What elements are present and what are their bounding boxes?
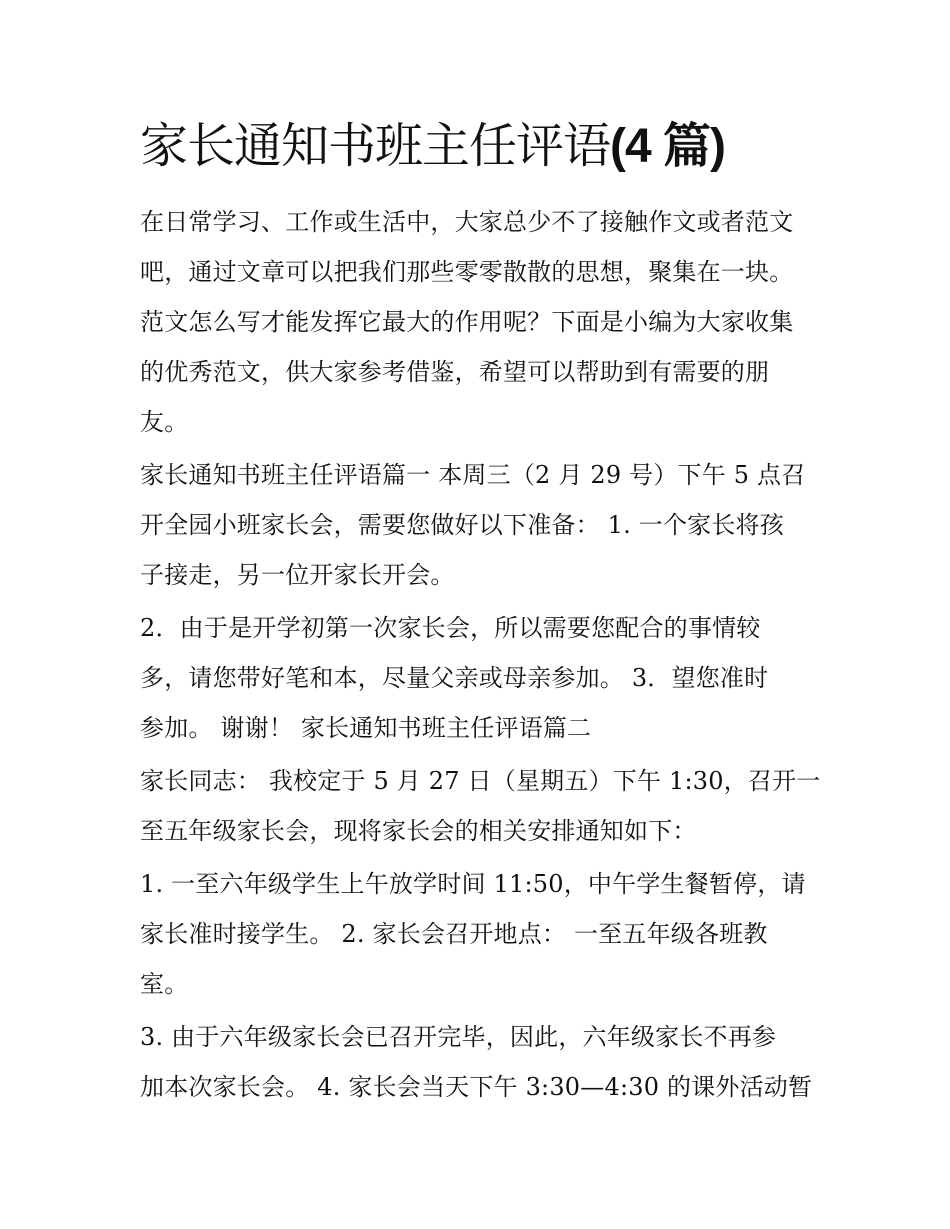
- intro-line-1: 在日常学习、工作或生活中，大家总少不了接触作文或者范文: [140, 208, 794, 236]
- section-1-item-2-line-2: 多，请您带好笔和本，尽量父亲或母亲参加。 3．望您准时: [140, 664, 769, 692]
- section-1-item-2-line-3: 参加。 谢谢！ 家长通知书班主任评语篇二: [140, 714, 592, 742]
- section-2-item-3-line-2: 加本次家长会。 4. 家长会当天下午 3:30—4:30 的课外活动暂: [140, 1073, 813, 1101]
- intro-line-3: 范文怎么写才能发挥它最大的作用呢？下面是小编为大家收集: [140, 308, 794, 336]
- section-2-line-1: 家长同志： 我校定于 5 月 27 日（星期五）下午 1:30，召开一: [140, 767, 821, 795]
- intro-line-5: 友。: [140, 408, 189, 436]
- section-2-item-3-line-1: 3. 由于六年级家长会已召开完毕，因此，六年级家长不再参: [140, 1023, 777, 1051]
- intro-line-4: 的优秀范文，供大家参考借鉴，希望可以帮助到有需要的朋: [140, 358, 770, 386]
- section-1-line-2: 开全园小班家长会，需要您做好以下准备： 1. 一个家长将孩: [140, 511, 784, 539]
- section-2-line-2: 至五年级家长会，现将家长会的相关安排通知如下：: [140, 817, 697, 845]
- intro-line-2: 吧，通过文章可以把我们那些零零散散的思想，聚集在一块。: [140, 258, 794, 286]
- section-1-line-1: 家长通知书班主任评语篇一 本周三（2 月 29 号）下午 5 点召: [140, 461, 806, 489]
- section-2-item-1-line-2: 家长准时接学生。 2. 家长会召开地点： 一至五年级各班教: [140, 920, 768, 948]
- title-main: 家长通知书班主任评语: [140, 118, 611, 174]
- title-suffix: (4 篇): [610, 120, 726, 173]
- section-2-item-1-line-1: 1. 一至六年级学生上午放学时间 11:50，中午学生餐暂停，请: [140, 870, 806, 898]
- section-1-item-2-line-1: 2．由于是开学初第一次家长会，所以需要您配合的事情较: [140, 614, 761, 642]
- section-2-item-1-line-3: 室。: [140, 970, 189, 998]
- document-title: [140, 114, 840, 179]
- section-1-line-3: 子接走，另一位开家长开会。: [140, 561, 455, 589]
